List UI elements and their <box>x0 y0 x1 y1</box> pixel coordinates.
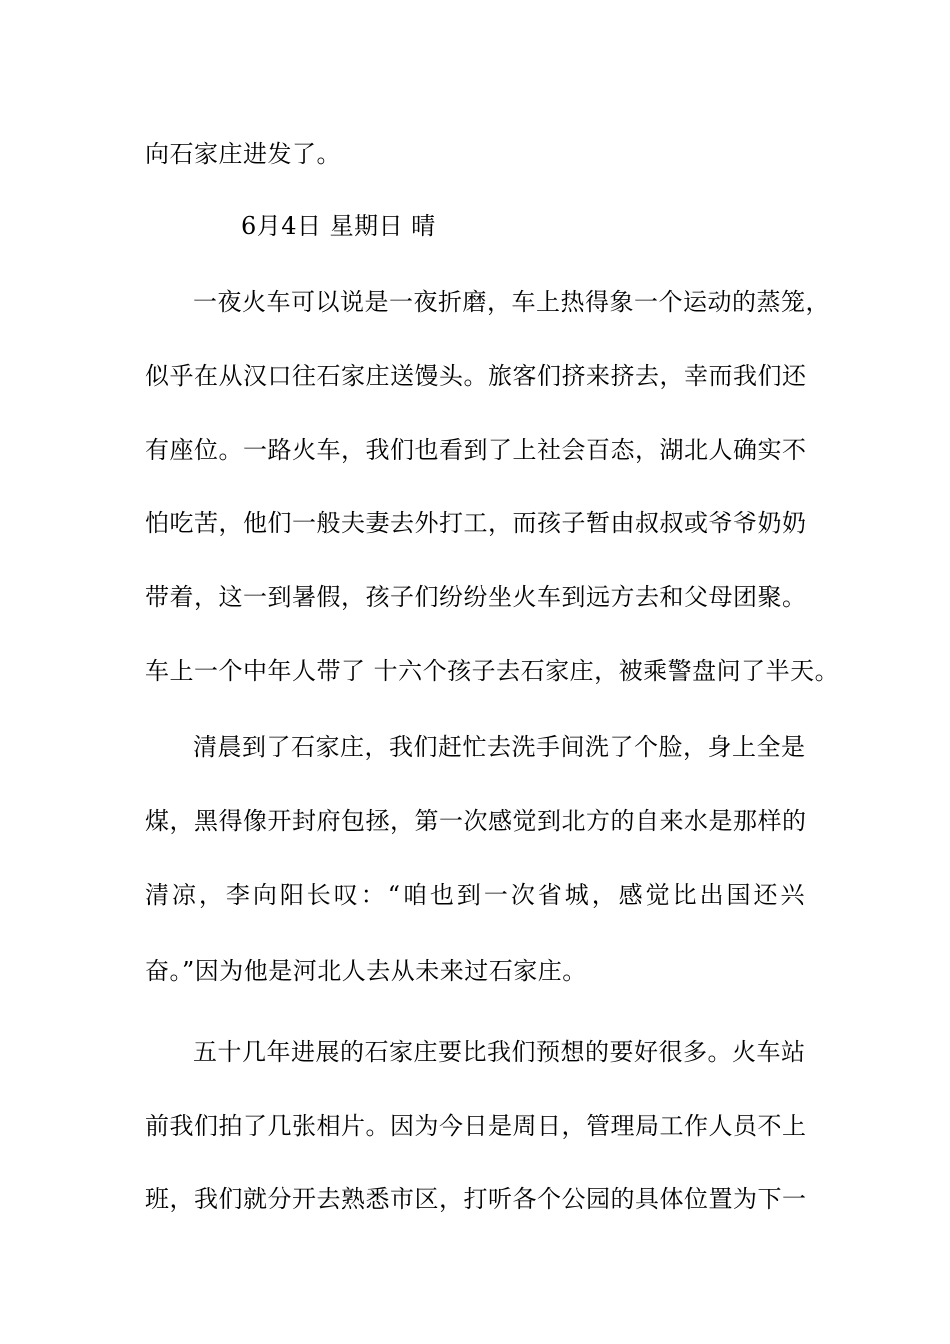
text-line-8: 车上一个中年人带了 十六个孩子去石家庄，被乘警盘问了半天。 <box>145 657 840 685</box>
date-heading: 6月4日 星期日 晴 <box>241 212 436 240</box>
text-line-14: 前我们拍了几张相片。因为今日是周日，管理局工作人员不上 <box>145 1112 807 1140</box>
text-line-5: 有座位。一路火车，我们也看到了上社会百态，湖北人确实不 <box>145 436 807 464</box>
text-line-6: 怕吃苦，他们一般夫妻去外打工，而孩子暂由叔叔或爷爷奶奶 <box>145 509 807 537</box>
text-line-13: 五十几年进展的石家庄要比我们预想的要好很多。火车站 <box>193 1038 806 1066</box>
text-line-1: 向石家庄进发了。 <box>145 140 341 168</box>
text-line-7: 带着，这一到暑假，孩子们纷纷坐火车到远方去和父母团聚。 <box>145 583 807 611</box>
text-line-15: 班，我们就分开去熟悉市区，打听各个公园的具体位置为下一 <box>145 1185 807 1213</box>
text-line-12: 奋。”因为他是河北人去从未来过石家庄。 <box>145 957 587 985</box>
text-line-10: 煤，黑得像开封府包拯，第一次感觉到北方的自来水是那样的 <box>145 807 807 835</box>
text-line-9: 清晨到了石家庄，我们赶忙去洗手间洗了个脸，身上全是 <box>193 733 806 761</box>
text-line-11: 清凉，李向阳长叹：“咱也到一次省城，感觉比出国还兴 <box>145 881 805 909</box>
text-line-4: 似乎在从汉口往石家庄送馒头。旅客们挤来挤去，幸而我们还 <box>145 362 807 390</box>
text-line-3: 一夜火车可以说是一夜折磨，车上热得象一个运动的蒸笼， <box>193 288 830 316</box>
